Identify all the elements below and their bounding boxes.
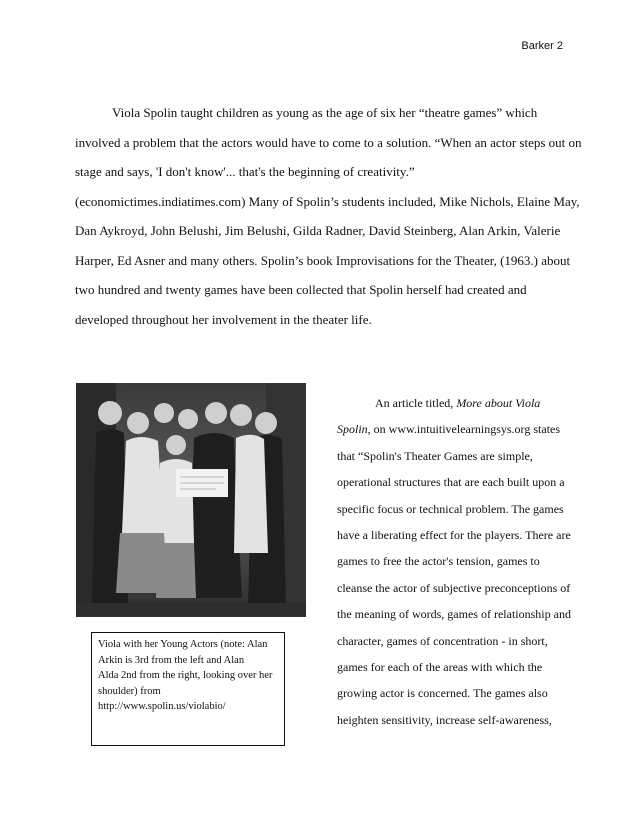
- column-line: character, games of concentration - in short,: [337, 633, 548, 648]
- article-title-part: Spolin: [337, 422, 368, 437]
- column-line: [337, 390, 565, 416]
- column-line: the meaning of words, games of relationship and: [337, 607, 571, 622]
- paragraph-line: Viola Spolin taught children as young as the age of six her “theatre games” which: [112, 105, 538, 120]
- caption-line: Alda 2nd from the right, looking over her: [98, 670, 273, 681]
- paragraph-line: Dan Aykroyd, John Belushi, Jim Belushi, Gilda Radner, David Steinberg, Alan Arkin, Valerie: [75, 223, 561, 238]
- group-photo: [76, 383, 306, 617]
- body-paragraph: [75, 98, 582, 334]
- column-line: [337, 416, 565, 442]
- column-line: growing actor is concerned. The games also: [337, 686, 548, 701]
- paragraph-line: involved a problem that the actors would have to come to a solution. “When an actor steps out on: [75, 134, 582, 150]
- paragraph-line: Harper, Ed Asner and many others. Spolin’s book Improvisations for the Theater, (1963.) about: [75, 252, 571, 268]
- paragraph-line: stage and says, 'I don't know'... that's the beginning of creativity.”: [75, 164, 415, 179]
- column-line: operational structures that are each built upon a: [337, 475, 565, 490]
- column-text: , on www.intuitivelearningsys.org states: [367, 422, 560, 437]
- group-photo-illustration: [76, 383, 306, 617]
- column-line: games to free the actor's tension, games to: [337, 554, 540, 569]
- caption-line: Arkin is 3rd from the left and Alan: [98, 654, 245, 666]
- column-line: cleanse the actor of subjective preconceptions of: [337, 580, 571, 595]
- paragraph-line: developed throughout her involvement in the theater life.: [75, 311, 372, 327]
- paragraph-line: two hundred and twenty games have been collected that Spolin herself had created and: [75, 282, 527, 297]
- caption-url: http://www.spolin.us/violabio/: [98, 701, 226, 712]
- column-line: specific focus or technical problem. The games: [337, 501, 564, 516]
- column-line: have a liberating effect for the players. There are: [337, 528, 571, 543]
- running-head: Barker 2: [521, 40, 563, 52]
- caption-line: shoulder) from: [98, 685, 161, 697]
- photo-caption: [91, 632, 285, 746]
- column-text: An article titled,: [375, 396, 457, 410]
- paragraph-line: (economictimes.indiatimes.com) Many of Spolin’s students included, Mike Nichols, Elaine May,: [75, 193, 580, 209]
- column-line: heighten sensitivity, increase self-awareness,: [337, 712, 552, 727]
- column-line: games for each of the areas with which the: [337, 660, 543, 675]
- article-quote-column: [337, 390, 571, 733]
- column-line: that “Spolin's Theater Games are simple,: [337, 448, 533, 463]
- caption-line: Viola with her Young Actors (note: Alan: [98, 639, 268, 650]
- article-title-part: More about Viola: [456, 396, 541, 410]
